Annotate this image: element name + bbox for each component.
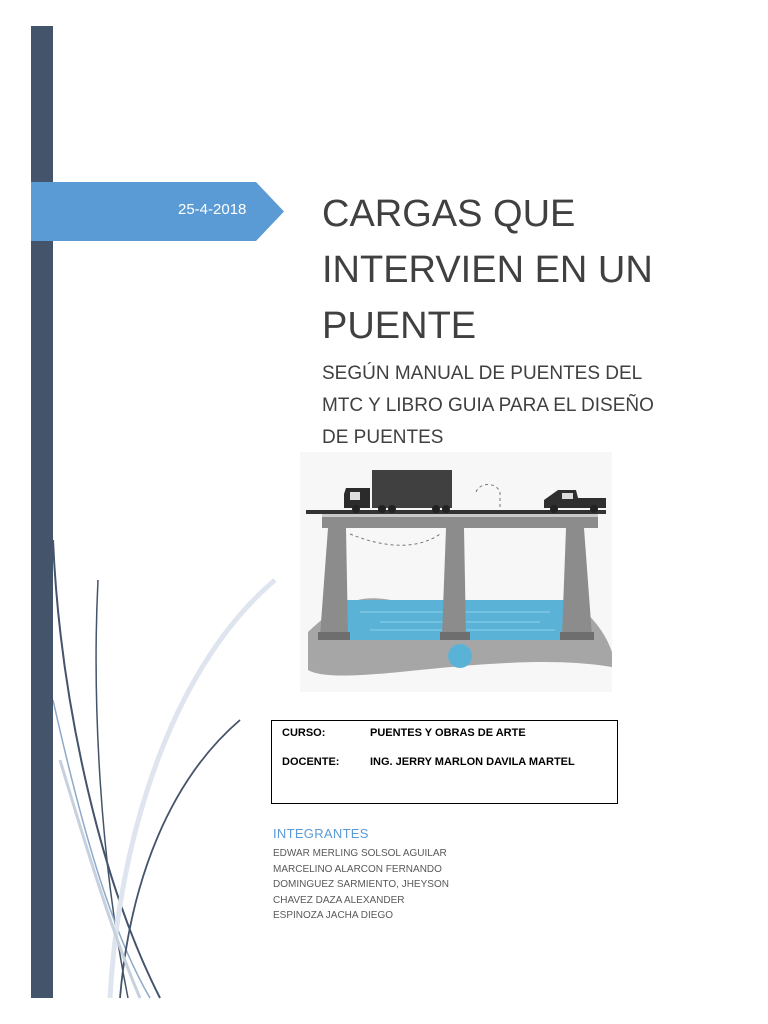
course-info-box (271, 720, 618, 804)
member-name: ESPINOZA JACHA DIEGO (273, 910, 394, 921)
title-line-3: PUENTE (322, 305, 477, 347)
sidebar-accent-bar (31, 26, 53, 998)
title-line-2: INTERVIEN EN UN (322, 249, 653, 291)
member-name: EDWAR MERLING SOLSOL AGUILAR (273, 848, 447, 859)
subtitle-line-2: MTC Y LIBRO GUIA PARA EL DISEÑO (322, 395, 654, 416)
member-name: DOMINGUEZ SARMIENTO, JHEYSON (273, 879, 449, 890)
subtitle-line-3: DE PUENTES (322, 427, 444, 448)
title-line-1: CARGAS QUE (322, 193, 576, 235)
document-title (322, 186, 742, 354)
members-heading: INTEGRANTES (273, 826, 369, 841)
course-row (282, 727, 526, 739)
document-subtitle (322, 358, 742, 454)
subtitle-line-1: SEGÚN MANUAL DE PUENTES DEL (322, 363, 643, 384)
member-name: MARCELINO ALARCON FERNANDO (273, 863, 442, 875)
teacher-label: DOCENTE: (282, 756, 340, 768)
teacher-value: ING. JERRY MARLON DAVILA MARTEL (370, 756, 575, 768)
course-label: CURSO: (282, 727, 326, 739)
course-value: PUENTES Y OBRAS DE ARTE (370, 727, 526, 739)
member-name: CHAVEZ DAZA ALEXANDER (273, 894, 405, 906)
members-list (273, 846, 449, 924)
teacher-row (282, 756, 575, 768)
bridge-with-truck-and-pickup-icon (300, 452, 612, 692)
cover-date: 25-4-2018 (178, 201, 247, 218)
